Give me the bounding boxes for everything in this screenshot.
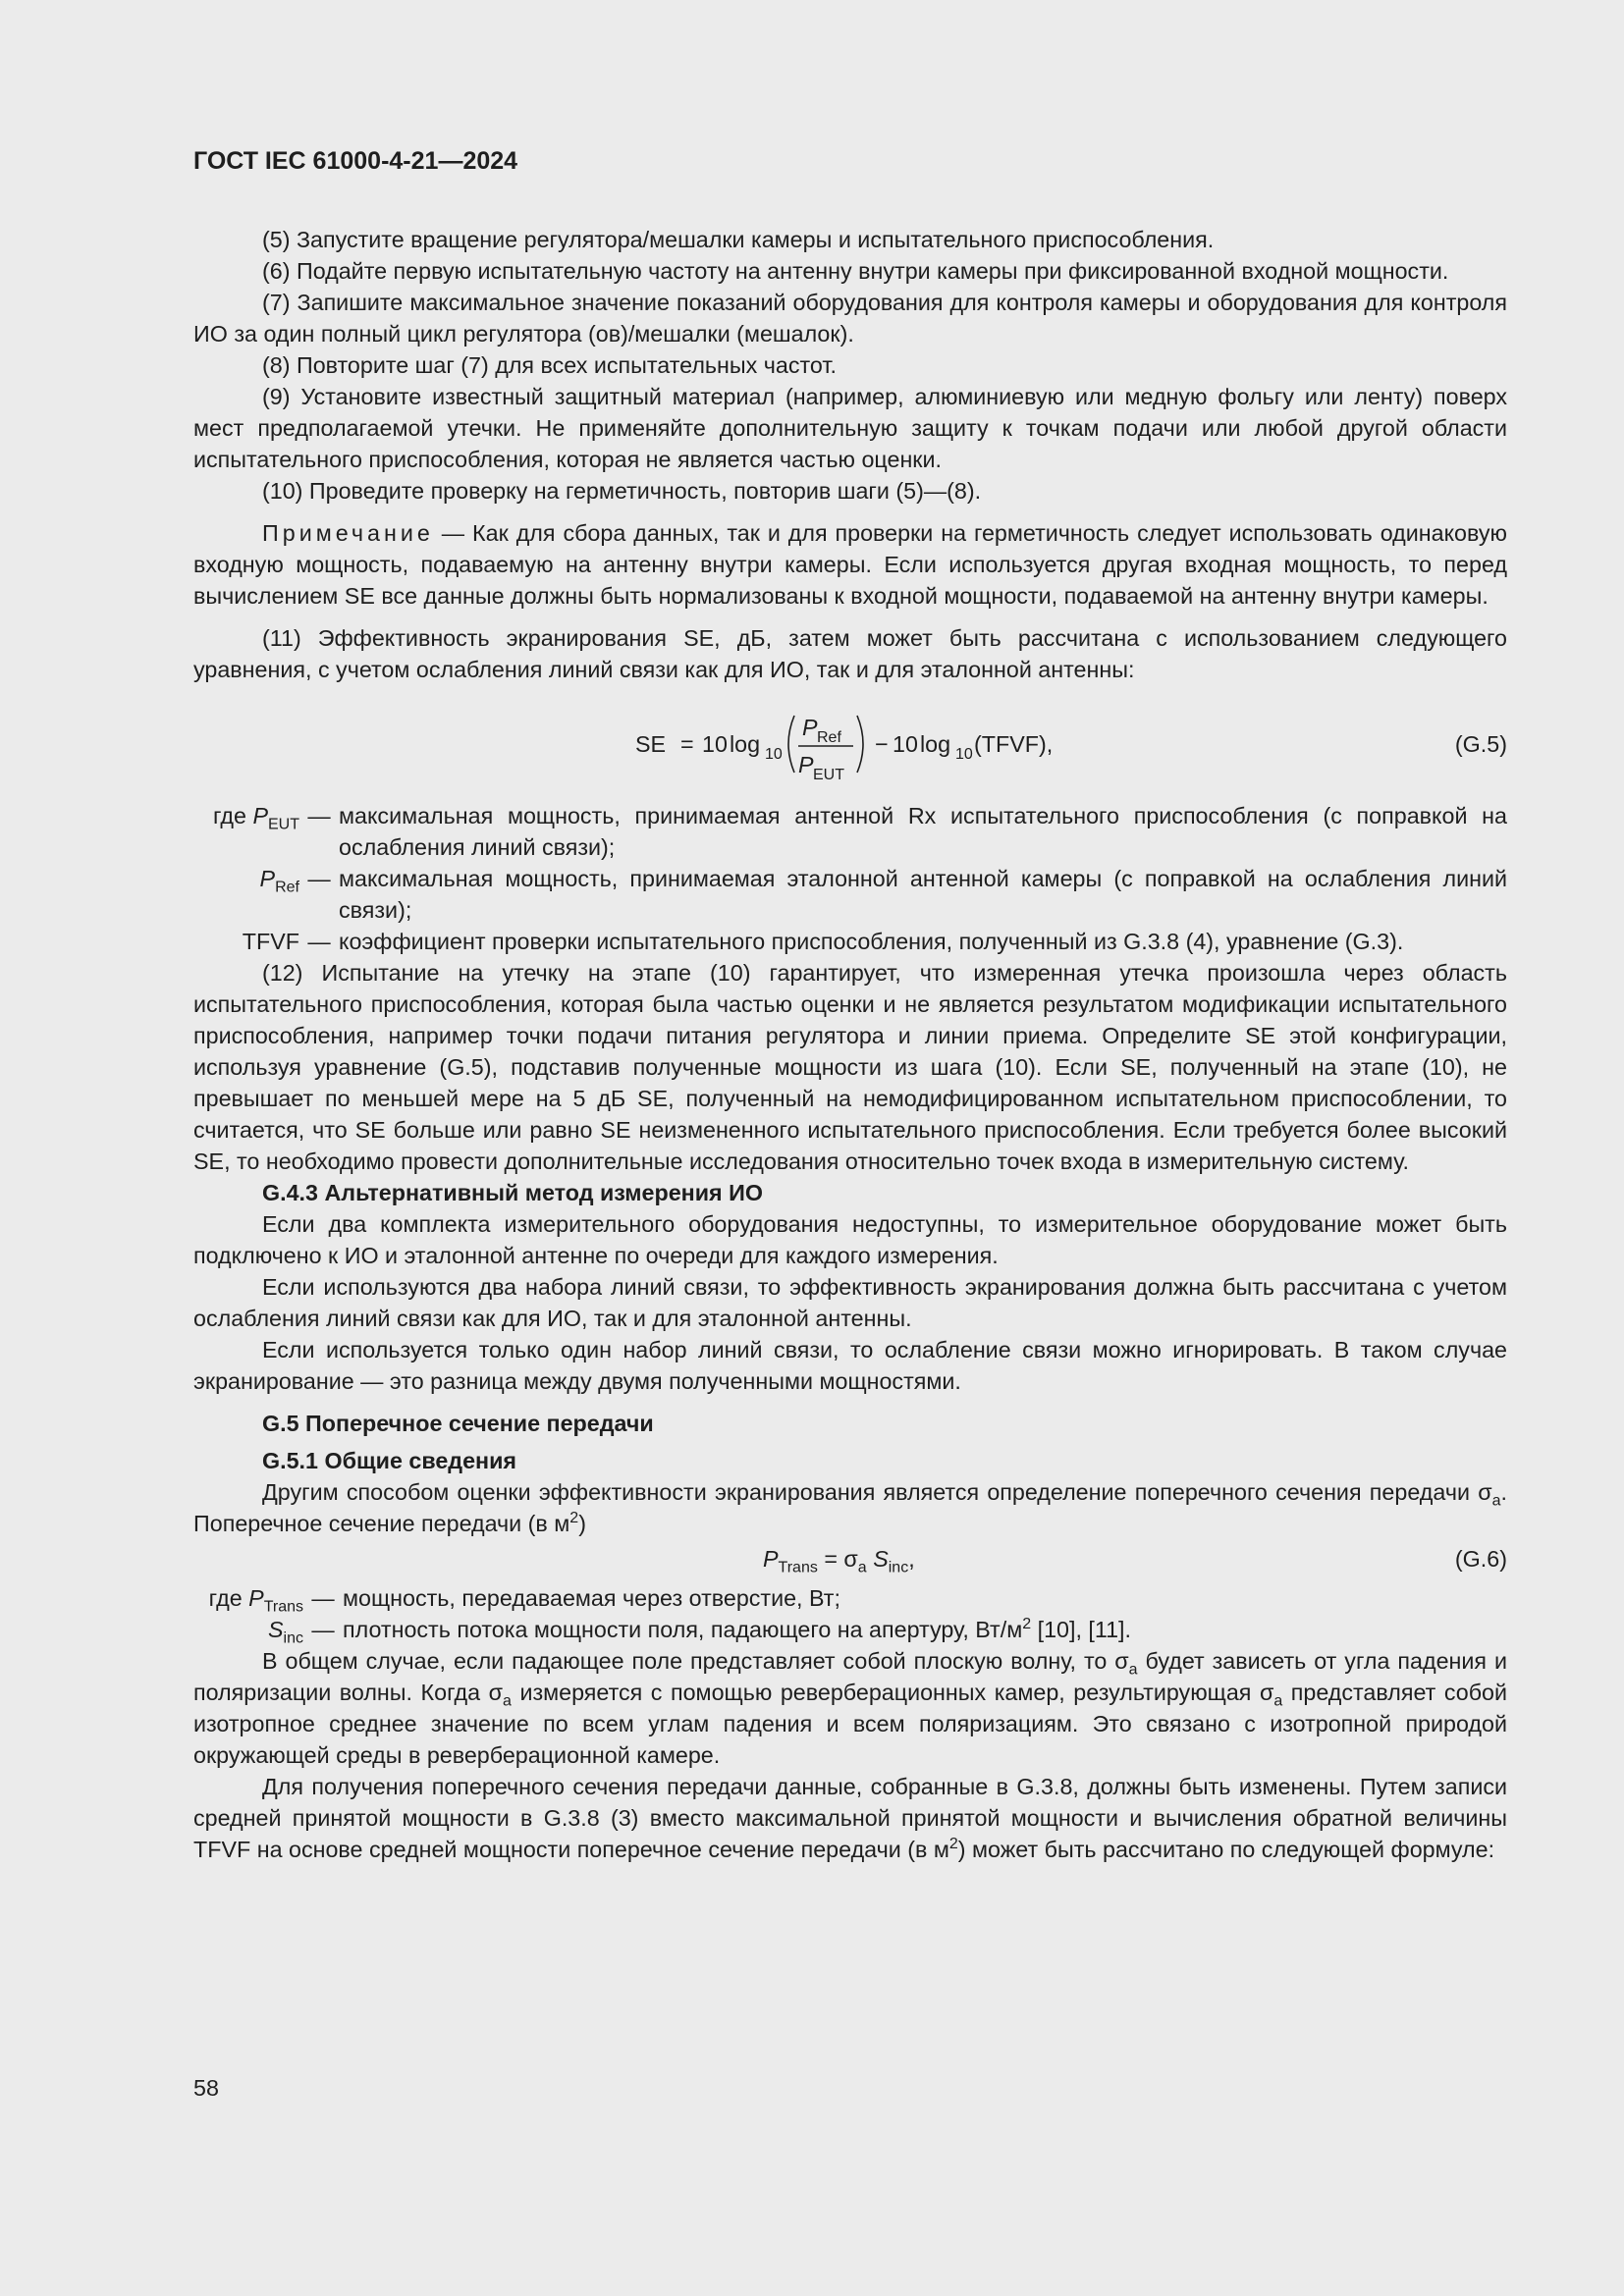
formula-g5-number: (G.5) (1454, 731, 1507, 757)
formula-g5-log1: log (730, 731, 761, 757)
formula-g5-expression (635, 692, 1185, 794)
step-6: (6) Подайте первую испытательную частоту на антенну внутри камеры при фиксированной входной мощности. (262, 258, 1449, 284)
document-body (193, 224, 1507, 1865)
step-7: (7) Запишите максимальное значение показаний оборудования для контроля камеры и оборудования для контроля ИО за один полный цикл регулятора (ов)/мешалки (мешалок). (193, 290, 1507, 347)
formula-g6-expression: $P_{Trans} = \sigma_a$ $S_{inc}$, (763, 1546, 915, 1576)
g43-para-1: Если два комплекта измерительного оборудования недоступны, то измерительное оборудование может быть подключено к ИО и эталонной антенне по очереди для каждого измерения. (193, 1211, 1507, 1268)
note-text: — Как для сбора данных, так и для проверки на герметичность следует использовать одинаковую входную мощность, подаваемую на антенну внутри камеры. Если используется другая входная мощность, то перед вычислением SE все данные должны быть нормализованы к входной мощности, подаваемой на антенну внутри камеры. (193, 520, 1507, 609)
document-header: ГОСТ IEC 61000-4-21—2024 (193, 147, 518, 175)
para-general-case: В общем случае, если падающее поле представляет собой плоскую волну, то $\sigma_a$ будет зависеть от угла падения и поляризации волны. Когда $\sigma_a$ измеряется с помощью реверберационных камер, результирующая $\sigma_a$ представляет собой изотропное среднее значение по всем углам падения и всем поляризациям. Это связано с изотропной природой окружающей среды в реверберационной камере. (193, 1648, 1508, 1768)
def-desc-peut: максимальная мощность, принимаемая антенной Rx испытательного приспособления (с поправкой на ослабления линий связи); (339, 803, 1507, 860)
def-dash: — (311, 1585, 335, 1611)
formula-g5-base1: 10 (765, 746, 783, 763)
formula-g5 (193, 692, 1507, 794)
def-desc-ptrans: мощность, передаваемая через отверстие, Вт; (343, 1585, 840, 1611)
para-last: Для получения поперечного сечения передачи данные, собранные в G.3.8, должны быть изменены. Путем записи средней принятой мощности в G.3.8 (3) вместо максимальной принятой мощности и вычисления обратной величины TFVF на основе средней мощности поперечное сечение передачи (в $м^2$) может быть рассчитано по следующей формуле: (193, 1774, 1507, 1862)
def-dash: — (307, 866, 331, 891)
def-desc-tfvf: коэффициент проверки испытательного приспособления, полученный из G.3.8 (4), уравнение (G.3). (339, 929, 1404, 954)
formula-g5-minus: − (875, 731, 889, 757)
def-dash: — (311, 1617, 335, 1642)
formula-g6-number: (G.6) (1454, 1546, 1507, 1572)
def-dash: — (307, 803, 331, 828)
formula-g5-num-main: P (802, 715, 818, 740)
step-12: (12) Испытание на утечку на этапе (10) гарантирует, что измеренная утечка произошла через область испытательного приспособления, которая была частью оценки и не является результатом модификации испытательного приспособления, например точки подачи питания регулятора и линии приема. Определите SE этой конфигурации, используя уравнение (G.5), подставив полученные мощности из шага (10). Если SE, полученный на этапе (10), не превышает по меньшей мере на 5 дБ SE, полученный на немодифицированном испытательном приспособлении, то считается, что SE больше или равно SE неизмененного испытательного приспособления. Если требуется более высокий SE, то необходимо провести дополнительные исследования относительно точек входа в измерительную систему. (193, 960, 1507, 1174)
def-dash: — (307, 929, 331, 954)
g43-para-2: Если используются два набора линий связи, то эффективность экранирования должна быть рассчитана с учетом ослабления линий связи как для ИО, так и для эталонной антенны. (193, 1274, 1507, 1331)
note-label: Примечание (262, 520, 434, 546)
definitions-g5 (193, 800, 1507, 957)
formula-g5-num-sub: Ref (817, 729, 841, 746)
formula-g5-base2: 10 (955, 746, 973, 763)
g51-intro: Другим способом оценки эффективности экранирования является определение поперечного сечения передачи $\sigma_a$. Поперечное сечение передачи (в $м^2$) (193, 1479, 1507, 1536)
page-number: 58 (193, 2075, 219, 2101)
formula-g5-den-main: P (798, 752, 814, 777)
heading-g51: G.5.1 Общие сведения (262, 1448, 517, 1473)
formula-g5-right-paren (857, 716, 863, 773)
formula-g5-left-paren (788, 716, 794, 773)
def-term-pref: $P_{Ref}$ (259, 866, 299, 896)
def-term-ptrans: где $P_{Trans}$ (208, 1585, 303, 1616)
def-term-peut: где $P_{EUT}$ (212, 803, 299, 833)
formula-g5-coef1: 10 (702, 731, 728, 757)
formula-g5-equals: = (680, 731, 694, 757)
definitions-g6 (193, 1582, 1507, 1645)
note (193, 517, 1507, 612)
step-8: (8) Повторите шаг (7) для всех испытательных частот. (262, 352, 837, 378)
step-11: (11) Эффективность экранирования SE, дБ, затем может быть рассчитана с использованием следующего уравнения, с учетом ослабления линий связи как для ИО, так и для эталонной антенны: (193, 625, 1507, 682)
formula-g6 (193, 1541, 1507, 1582)
g43-para-3: Если используется только один набор линий связи, то ослабление связи можно игнорировать. В таком случае экранирование — это разница между двумя полученными мощностями. (193, 1337, 1507, 1394)
def-desc-sinc: плотность потока мощности поля, падающего на апертуру, $Вт/м^2$ [10], [11]. (343, 1616, 1132, 1642)
formula-g5-lhs: SE (635, 731, 667, 757)
heading-g5: G.5 Поперечное сечение передачи (262, 1411, 654, 1436)
def-term-sinc: $S_{inc}$ (268, 1617, 303, 1647)
formula-g5-arg2: (TFVF), (974, 731, 1054, 757)
step-5: (5) Запустите вращение регулятора/мешалки камеры и испытательного приспособления. (262, 227, 1215, 252)
def-term-tfvf: TFVF (242, 929, 299, 954)
step-10: (10) Проведите проверку на герметичность, повторив шаги (5)—(8). (262, 478, 982, 504)
formula-g5-log2: log (920, 731, 951, 757)
formula-g5-coef2: 10 (893, 731, 918, 757)
step-9: (9) Установите известный защитный материал (например, алюминиевую или медную фольгу или ленту) поверх мест предполагаемой утечки. Не применяйте дополнительную защиту к точкам подачи или любой другой области испытательного приспособления, которая не является частью оценки. (193, 384, 1507, 472)
heading-g43: G.4.3 Альтернативный метод измерения ИО (262, 1180, 763, 1205)
formula-g5-den-sub: EUT (813, 767, 844, 783)
def-desc-pref: максимальная мощность, принимаемая эталонной антенной камеры (с поправкой на ослабления линий связи); (339, 866, 1507, 923)
